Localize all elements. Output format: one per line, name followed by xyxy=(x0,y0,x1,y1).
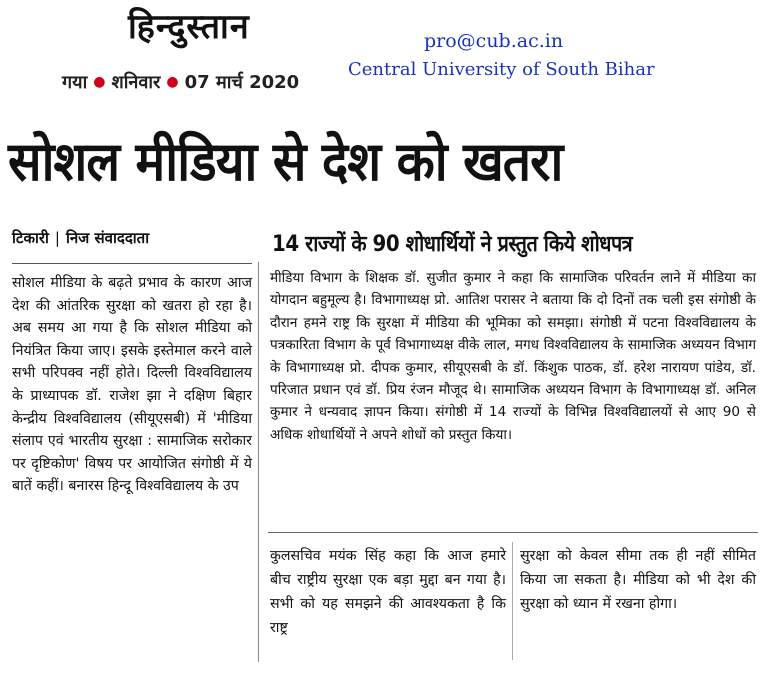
article-subhead: 14 राज्यों के 90 शोधार्थियों ने प्रस्तुत किये शोधपत्र xyxy=(272,232,633,257)
divider xyxy=(12,263,252,264)
byline-place: टिकारी xyxy=(12,229,49,247)
column-divider xyxy=(512,542,513,660)
dateline xyxy=(62,70,299,94)
byline-reporter: निज संवाददाता xyxy=(65,229,150,247)
stamp-university: Central University of South Bihar xyxy=(348,59,655,80)
dateline-date: 07 मार्च 2020 xyxy=(184,72,300,93)
article-headline: सोशल मीडिया से देश को खतरा xyxy=(8,130,563,193)
byline xyxy=(12,228,149,248)
dateline-city: गया xyxy=(62,72,88,93)
column-divider xyxy=(258,262,259,662)
divider xyxy=(268,532,758,533)
dateline-day: शनिवार xyxy=(111,72,161,93)
article-bottom-column-1: कुलसचिव मयंक सिंह कहा कि आज हमारे बीच राष्ट्रीय सुरक्षा एक बड़ा मुद्दा बन गया है। सभी को यह समझने की आवश्यकता है कि राष्ट्र xyxy=(270,548,506,636)
byline-separator: | xyxy=(54,229,60,247)
article-left-column: सोशल मीडिया के बढ़ते प्रभाव के कारण आज देश की आंतरिक सुरक्षा को खतरा हो रहा है। अब समय आ गया है कि सोशल मीडिया को नियंत्रित किया जाए। इसके इस्तेमाल करने वाले सभी परिपक्व नहीं होते। दिल्ली विश्वविद्यालय के प्राध्यापक डॉ. राजेश झा ने दक्षिण बिहार केन्द्रीय विश्वविद्यालय (सीयूएसबी) में 'मीडिया संलाप एवं भारतीय सुरक्षा : सामाजिक सरोकार पर दृष्टिकोण' विषय पर आयोजित संगोष्ठी में ये बातें कहीं। बनारस हिन्दू विश्वविद्यालय के उप xyxy=(12,275,252,495)
bullet-dot-icon: ● xyxy=(93,74,106,90)
article-main-column: मीडिया विभाग के शिक्षक डॉ. सुजीत कुमार ने कहा कि सामाजिक परिवर्तन लाने में मीडिया का योगदान बहुमूल्य है। विभागाध्यक्ष प्रो. आतिश परासर ने बताया कि दो दिनों तक चली इस संगोष्ठी के दौरान हमने राष्ट्र कि सुरक्षा में मीडिया की भूमिका को समझा। संगोष्ठी में पटना विश्वविद्यालय के पत्रकारिता विभाग के पूर्व विभागाध्यक्ष वीके लाल, मगध विश्वविद्यालय के सामाजिक अध्ययन विभाग के विभागाध्यक्ष प्रो. दीपक कुमार, सीयूएसबी के डॉ. किंशुक पाठक, डॉ. हरेश नारायण पांडेय, डॉ. परिजात प्रधान एवं डॉ. प्रिय रंजन मौजूद थे। सामाजिक अध्ययन विभाग के विभागाध्यक्ष डॉ. अनिल कुमार ने धन्यवाद ज्ञापन किया। संगोष्ठी में 14 राज्यों के विभिन्न विश्वविद्यालयों से आए 90 से अधिक शोधार्थियों ने अपने शोधों को प्रस्तुत किया। xyxy=(270,270,756,443)
newspaper-masthead: हिन्दुस्तान xyxy=(128,7,250,47)
stamp-email: pro@cub.ac.in xyxy=(424,30,564,52)
article-bottom-column-2: सुरक्षा को केवल सीमा तक ही नहीं सीमित किया जा सकता है। मीडिया को भी देश की सुरक्षा को ध्यान में रखना होगा। xyxy=(520,548,756,612)
bullet-dot-icon: ● xyxy=(166,74,179,90)
